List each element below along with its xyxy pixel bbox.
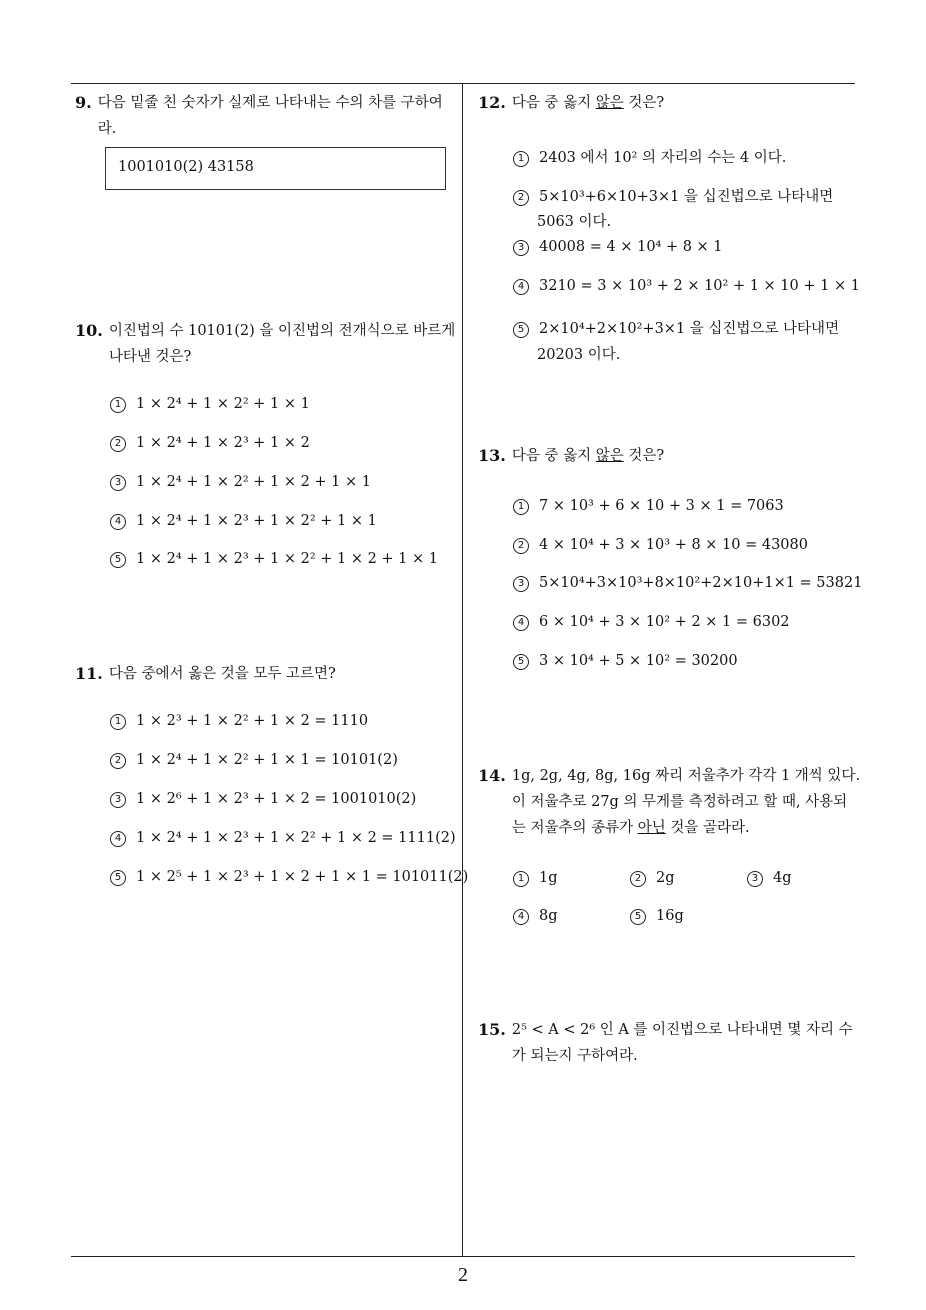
question-number: 15.	[478, 1020, 506, 1039]
top-rule	[71, 83, 855, 84]
question-text: 2⁵ < A < 2⁶ 인 A 를 이진법으로 나타내면 몇 자리 수가 되는지 구하여라.	[511, 1022, 853, 1064]
question-text: 다음 중에서 옳은 것을 모두 고르면?	[108, 666, 336, 682]
q11-option-1[interactable]	[110, 713, 368, 730]
question-12	[478, 90, 858, 116]
option-text: 3210 = 3 × 10³ + 2 × 10² + 1 × 10 + 1 × 1	[539, 278, 860, 294]
q11-option-3[interactable]	[110, 791, 416, 808]
circled-number-icon: 3	[110, 792, 126, 808]
q12-option-2[interactable]	[513, 185, 833, 206]
q12-option-3[interactable]	[513, 239, 723, 256]
question-text	[512, 763, 862, 841]
q13-option-4[interactable]	[513, 614, 790, 631]
q11-option-4[interactable]	[110, 830, 456, 847]
q11-option-2[interactable]	[110, 752, 398, 769]
page-number: 2	[458, 1264, 468, 1286]
question-text: 다음 밑줄 친 숫자가 실제로 나타내는 수의 차를 구하여라.	[97, 95, 443, 137]
q12-option-1[interactable]	[513, 146, 786, 167]
q13-option-5[interactable]	[513, 653, 738, 670]
q10-option-1[interactable]	[110, 396, 310, 413]
question-text: 다음 중 옳지 않은 것은?	[511, 448, 665, 464]
circled-number-icon: 2	[110, 436, 126, 452]
option-text: 2g	[656, 870, 675, 886]
option-text: 2403 에서 10² 의 자리의 수는 4 이다.	[539, 150, 787, 166]
circled-number-icon: 4	[110, 831, 126, 847]
circled-number-icon: 2	[513, 190, 529, 206]
circled-number-icon: 3	[513, 576, 529, 592]
question-number: 10.	[75, 321, 103, 340]
question-13	[478, 443, 858, 469]
q14-option-5[interactable]	[630, 908, 684, 925]
circled-number-icon: 5	[110, 870, 126, 886]
q14-option-2[interactable]	[630, 870, 675, 887]
option-text: 1 × 2⁴ + 1 × 2³ + 1 × 2² + 1 × 2 + 1 × 1	[136, 551, 439, 567]
circled-number-icon: 2	[630, 871, 646, 887]
question-10	[75, 318, 457, 370]
circled-number-icon: 5	[513, 654, 529, 670]
circled-number-icon: 4	[513, 615, 529, 631]
option-text: 7 × 10³ + 6 × 10 + 3 × 1 = 7063	[539, 498, 784, 514]
bottom-rule	[71, 1256, 855, 1257]
option-text: 3 × 10⁴ + 5 × 10² = 30200	[539, 653, 738, 669]
option-text: 16g	[656, 908, 684, 924]
option-text: 4 × 10⁴ + 3 × 10³ + 8 × 10 = 43080	[539, 537, 808, 553]
question-number: 13.	[478, 446, 506, 465]
q14-option-4[interactable]	[513, 908, 558, 925]
q14-option-3[interactable]	[747, 870, 792, 887]
question-number: 14.	[478, 766, 506, 785]
option-text: 1 × 2⁶ + 1 × 2³ + 1 × 2 = 1001010(2)	[136, 791, 417, 807]
line-3: 는 저울추의 종류가 아닌 것을 골라라.	[511, 820, 750, 836]
q13-option-2[interactable]	[513, 537, 808, 554]
line-1: 1g, 2g, 4g, 8g, 16g 짜리 저울추가 각각 1 개씩 있다.	[511, 768, 861, 784]
circled-number-icon: 1	[513, 151, 529, 167]
option-text: 1 × 2⁵ + 1 × 2³ + 1 × 2 + 1 × 1 = 101011(2)	[136, 869, 469, 885]
answer-box	[105, 147, 446, 190]
option-text: 1 × 2³ + 1 × 2² + 1 × 2 = 1110	[136, 713, 369, 729]
circled-number-icon: 1	[513, 499, 529, 515]
circled-number-icon: 3	[747, 871, 763, 887]
circled-number-icon: 1	[513, 871, 529, 887]
circled-number-icon: 3	[513, 240, 529, 256]
line-2: 이 저울추로 27g 의 무게를 측정하려고 할 때, 사용되	[511, 794, 848, 810]
circled-number-icon: 5	[630, 909, 646, 925]
option-text: 2×10⁴+2×10²+3×1 을 십진법으로 나타내면	[539, 321, 840, 337]
q10-option-2[interactable]	[110, 435, 310, 452]
circled-number-icon: 2	[110, 753, 126, 769]
question-number: 11.	[75, 664, 103, 683]
q14-option-1[interactable]	[513, 870, 558, 887]
box-content: 1001010(2) 43158	[118, 159, 254, 175]
circled-number-icon: 5	[513, 322, 529, 338]
q12-option-2-cont	[537, 210, 611, 231]
option-text: 1 × 2⁴ + 1 × 2² + 1 × 1 = 10101(2)	[136, 752, 398, 768]
question-9	[75, 90, 457, 142]
q10-option-5[interactable]	[110, 551, 438, 568]
circled-number-icon: 4	[513, 909, 529, 925]
q11-option-5[interactable]	[110, 869, 468, 886]
question-15	[478, 1017, 860, 1069]
option-text: 8g	[539, 908, 558, 924]
question-text: 다음 중 옳지 않은 것은?	[511, 95, 665, 111]
circled-number-icon: 4	[110, 514, 126, 530]
q13-option-3[interactable]	[513, 575, 862, 592]
circled-number-icon: 1	[110, 714, 126, 730]
option-text: 5063 이다.	[537, 214, 612, 230]
underlined-word: 않은	[595, 95, 624, 111]
q12-option-5-cont	[537, 343, 620, 364]
circled-number-icon: 2	[513, 538, 529, 554]
underlined-word: 아닌	[637, 820, 666, 836]
option-text: 5×10⁴+3×10³+8×10²+2×10+1×1 = 53821	[539, 575, 863, 591]
circled-number-icon: 4	[513, 279, 529, 295]
option-text: 1 × 2⁴ + 1 × 2³ + 1 × 2	[136, 435, 310, 451]
q10-option-3[interactable]	[110, 474, 371, 491]
question-number: 9.	[75, 93, 92, 112]
option-text: 5×10³+6×10+3×1 을 십진법으로 나타내면	[539, 189, 834, 205]
q12-option-5[interactable]	[513, 317, 839, 338]
circled-number-icon: 3	[110, 475, 126, 491]
option-text: 40008 = 4 × 10⁴ + 8 × 1	[539, 239, 723, 255]
column-divider	[462, 84, 463, 1257]
option-text: 1 × 2⁴ + 1 × 2² + 1 × 1	[136, 396, 310, 412]
option-text: 1 × 2⁴ + 1 × 2³ + 1 × 2² + 1 × 2 = 1111(2)	[136, 830, 456, 846]
q13-option-1[interactable]	[513, 498, 784, 515]
question-text: 이진법의 수 10101(2) 을 이진법의 전개식으로 바르게 나타낸 것은?	[108, 323, 456, 365]
option-text: 1 × 2⁴ + 1 × 2³ + 1 × 2² + 1 × 1	[136, 513, 377, 529]
option-text: 20203 이다.	[537, 347, 621, 363]
q10-option-4[interactable]	[110, 513, 377, 530]
option-text: 4g	[773, 870, 792, 886]
circled-number-icon: 5	[110, 552, 126, 568]
option-text: 6 × 10⁴ + 3 × 10² + 2 × 1 = 6302	[539, 614, 790, 630]
option-text: 1g	[539, 870, 558, 886]
option-text: 1 × 2⁴ + 1 × 2² + 1 × 2 + 1 × 1	[136, 474, 372, 490]
question-11	[75, 661, 457, 687]
question-14	[478, 763, 862, 841]
underlined-word: 않은	[595, 448, 624, 464]
circled-number-icon: 1	[110, 397, 126, 413]
question-number: 12.	[478, 93, 506, 112]
q12-option-4[interactable]	[513, 278, 860, 295]
